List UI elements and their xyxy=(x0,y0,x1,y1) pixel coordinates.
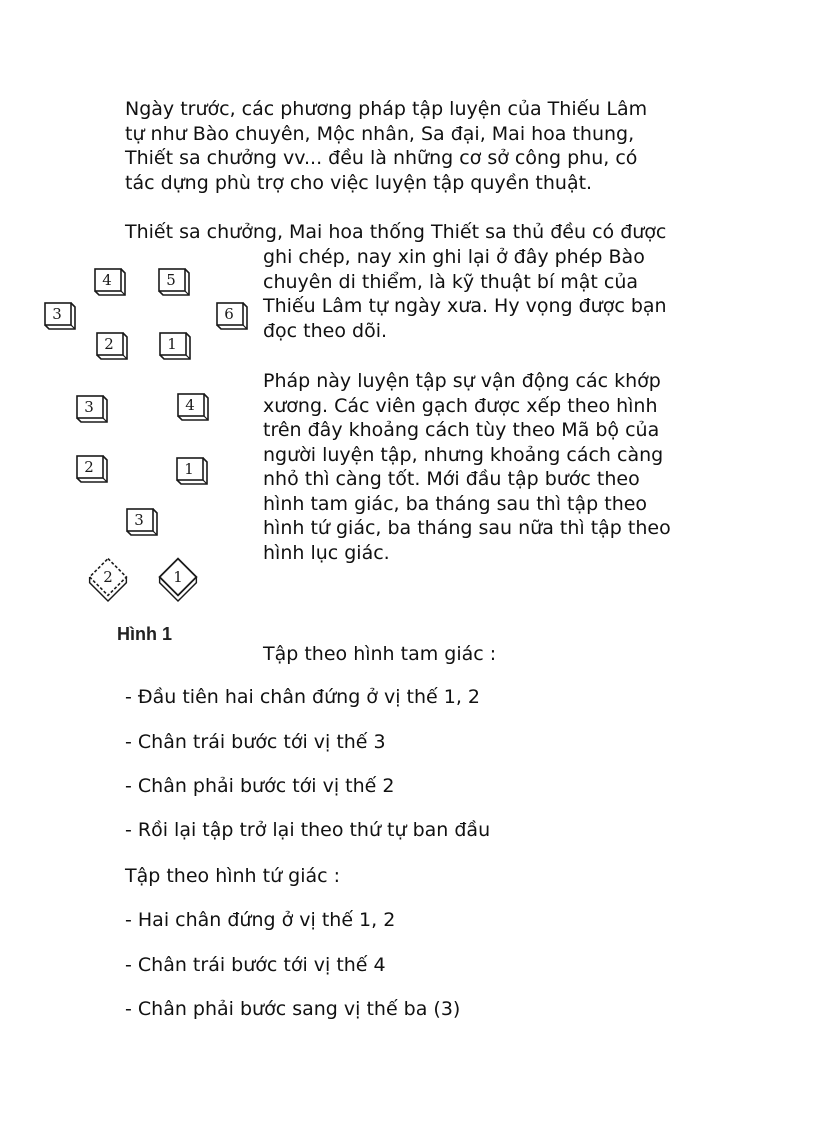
brick-hex-5 xyxy=(159,269,189,295)
triangle-step: - Đầu tiên hai chân đứng ở vị thế 1, 2 xyxy=(125,686,481,708)
brick-label: 1 xyxy=(184,460,194,478)
brick-hex-6 xyxy=(217,303,247,329)
second-line: Thiết sa chưởng, Mai hoa thống Thiết sa thủ đều có được xyxy=(125,221,667,243)
square-heading: Tập theo hình tứ giác : xyxy=(125,865,341,887)
brick-label: 3 xyxy=(52,305,62,323)
brick-tri-3 xyxy=(127,509,157,535)
brick-label: 2 xyxy=(84,458,94,476)
second-line: ghi chép, nay xin ghi lại ở đây phép Bào xyxy=(263,246,645,268)
brick-hex-1 xyxy=(160,333,190,359)
brick-label: 1 xyxy=(173,568,183,586)
brick-sq-2 xyxy=(77,456,107,482)
second-paragraph-first-line xyxy=(125,220,715,245)
intro-line: Thiết sa chưởng vv... đều là những cơ sở công phu, có xyxy=(125,147,638,169)
brick-label: 6 xyxy=(224,305,234,323)
brick-hex-4 xyxy=(95,269,125,295)
brick-sq-1 xyxy=(177,458,207,484)
brick-tri-1 xyxy=(157,559,199,601)
brick-hex-2 xyxy=(97,333,127,359)
third-line: xương. Các viên gạch được xếp theo hình xyxy=(263,394,658,417)
triangle-heading: Tập theo hình tam giác : xyxy=(263,643,497,665)
brick-label: 3 xyxy=(134,511,144,529)
brick-label: 2 xyxy=(104,335,114,353)
brick-label: 5 xyxy=(166,271,176,289)
third-line: nhỏ thì càng tốt. Mới đầu tập bước theo xyxy=(263,468,640,490)
third-line: Pháp này luyện tập sự vận động các khớp xyxy=(263,370,661,392)
brick-label: 2 xyxy=(103,568,113,586)
second-paragraph-rest xyxy=(263,245,713,343)
intro-line: tác dựng phù trợ cho việc luyện tập quyền thuật. xyxy=(125,171,593,194)
intro-paragraph xyxy=(125,97,715,195)
brick-label: 4 xyxy=(185,396,195,414)
triangle-step: - Chân trái bước tới vị thế 3 xyxy=(125,731,386,753)
square-step: - Hai chân đứng ở vị thế 1, 2 xyxy=(125,909,396,931)
brick-tri-2 xyxy=(87,559,129,601)
square-step: - Chân phải bước sang vị thế ba (3) xyxy=(125,998,461,1020)
second-line: đọc theo dõi. xyxy=(263,319,388,342)
square-step: - Chân trái bước tới vị thế 4 xyxy=(125,954,386,976)
third-line: hình lục giác. xyxy=(263,541,390,564)
second-line: Thiếu Lâm tự ngày xưa. Hy vọng được bạn xyxy=(263,295,667,317)
third-paragraph xyxy=(263,369,713,565)
second-line: chuyên di thiểm, là kỹ thuật bí mật của xyxy=(263,270,639,293)
triangle-step: - Chân phải bước tới vị thế 2 xyxy=(125,775,395,797)
brick-hex-3 xyxy=(45,303,75,329)
brick-figure xyxy=(36,258,256,648)
brick-label: 3 xyxy=(84,398,94,416)
third-line: hình tứ giác, ba tháng sau nữa thì tập theo xyxy=(263,517,671,539)
brick-sq-3 xyxy=(77,396,107,422)
third-line: trên đây khoảng cách tùy theo Mã bộ của xyxy=(263,419,660,441)
intro-line: tự như Bào chuyên, Mộc nhân, Sa đại, Mai hoa thung, xyxy=(125,122,635,145)
third-line: người luyện tập, nhưng khoảng cách càng xyxy=(263,443,664,466)
intro-line: Ngày trước, các phương pháp tập luyện của Thiếu Lâm xyxy=(125,98,648,120)
brick-sq-4 xyxy=(178,394,208,420)
brick-diagram xyxy=(36,258,256,628)
third-line: hình tam giác, ba tháng sau thì tập theo xyxy=(263,492,648,515)
brick-label: 1 xyxy=(167,335,177,353)
figure-caption: Hình 1 xyxy=(117,624,173,644)
brick-label: 4 xyxy=(102,271,112,289)
triangle-step: - Rồi lại tập trở lại theo thứ tự ban đầu xyxy=(125,819,491,841)
